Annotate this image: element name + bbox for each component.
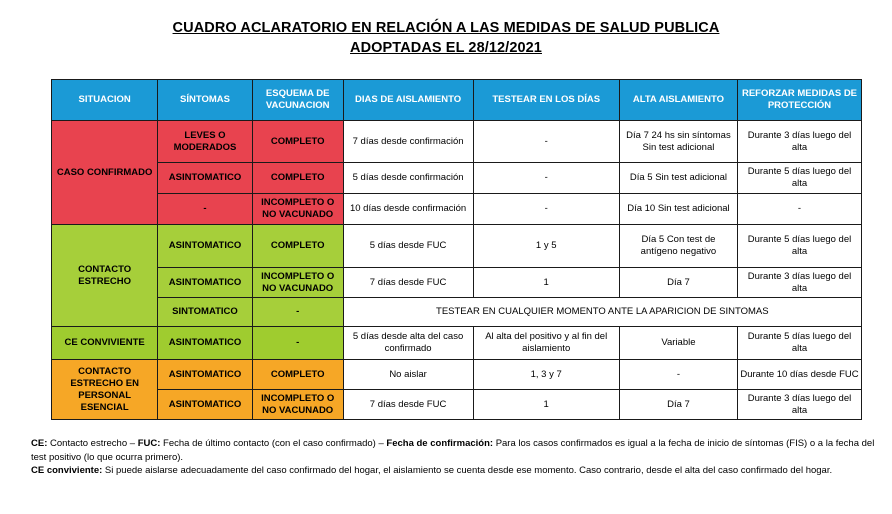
table-row bbox=[52, 163, 862, 194]
cell-reforzar: Durante 5 días luego del alta bbox=[737, 163, 861, 194]
table-row bbox=[52, 327, 862, 360]
cell-testear: 1, 3 y 7 bbox=[473, 360, 619, 390]
group-personal-esencial: CONTACTO ESTRECHO EN PERSONAL ESENCIAL bbox=[52, 360, 158, 420]
cell-esquema: INCOMPLETO O NO VACUNADO bbox=[252, 268, 343, 298]
cell-reforzar: - bbox=[737, 194, 861, 225]
ce-conviviente-label: CE conviviente: bbox=[31, 465, 103, 476]
cell-testear: Al alta del positivo y al fin del aislamiento bbox=[473, 327, 619, 360]
col-header-reforzar: REFORZAR MEDIDAS DE PROTECCIÓN bbox=[737, 80, 861, 121]
cell-sintomas: ASINTOMATICO bbox=[158, 390, 252, 420]
col-header-testear: TESTEAR EN LOS DÍAS bbox=[473, 80, 619, 121]
table-row bbox=[52, 360, 862, 390]
footer-paragraph-2 bbox=[31, 464, 876, 478]
header-row bbox=[52, 80, 862, 121]
cell-alta: Día 7 bbox=[619, 268, 737, 298]
cell-sintomas: ASINTOMATICO bbox=[158, 163, 252, 194]
cell-dias: No aislar bbox=[343, 360, 473, 390]
col-header-esquema: ESQUEMA DE VACUNACION bbox=[252, 80, 343, 121]
ce-label: CE: bbox=[31, 438, 48, 449]
cell-testear: 1 y 5 bbox=[473, 225, 619, 268]
title-line-2: ADOPTADAS EL 28/12/2021 bbox=[350, 40, 542, 56]
cell-alta: Día 10 Sin test adicional bbox=[619, 194, 737, 225]
table-row bbox=[52, 121, 862, 163]
cell-sintomas: ASINTOMATICO bbox=[158, 360, 252, 390]
table-row bbox=[52, 298, 862, 327]
cell-esquema: INCOMPLETO O NO VACUNADO bbox=[252, 194, 343, 225]
table-row bbox=[52, 268, 862, 298]
cell-dias: 5 días desde alta del caso confirmado bbox=[343, 327, 473, 360]
cell-reforzar: Durante 5 días luego del alta bbox=[737, 327, 861, 360]
cell-alta: Día 5 Con test de antígeno negativo bbox=[619, 225, 737, 268]
cell-esquema: INCOMPLETO O NO VACUNADO bbox=[252, 390, 343, 420]
col-header-situacion: SITUACION bbox=[52, 80, 158, 121]
cell-alta: Variable bbox=[619, 327, 737, 360]
table-row bbox=[52, 225, 862, 268]
cell-esquema: - bbox=[252, 327, 343, 360]
cell-alta: Día 7 bbox=[619, 390, 737, 420]
fecha-confirmacion-label: Fecha de confirmación: bbox=[386, 438, 494, 449]
footer-paragraph-1 bbox=[31, 437, 876, 464]
cell-alta: Día 5 Sin test adicional bbox=[619, 163, 737, 194]
cell-esquema: COMPLETO bbox=[252, 163, 343, 194]
fuc-label: FUC: bbox=[137, 438, 161, 449]
group-ce-conviviente: CE CONVIVIENTE bbox=[52, 327, 158, 360]
cell-sintomas: ASINTOMATICO bbox=[158, 268, 252, 298]
cell-testear: 1 bbox=[473, 268, 619, 298]
table-row bbox=[52, 194, 862, 225]
cell-esquema: COMPLETO bbox=[252, 360, 343, 390]
cell-dias: 10 días desde confirmación bbox=[343, 194, 473, 225]
cell-alta: Día 7 24 hs sin síntomas Sin test adicional bbox=[619, 121, 737, 163]
cell-testear: 1 bbox=[473, 390, 619, 420]
cell-esquema: - bbox=[252, 298, 343, 327]
group-caso-confirmado: CASO CONFIRMADO bbox=[52, 121, 158, 225]
cell-sintomas: SINTOMATICO bbox=[158, 298, 252, 327]
col-header-dias: DIAS DE AISLAMIENTO bbox=[343, 80, 473, 121]
cell-esquema: COMPLETO bbox=[252, 121, 343, 163]
cell-sintomas: - bbox=[158, 194, 252, 225]
cell-sintomas: LEVES O MODERADOS bbox=[158, 121, 252, 163]
cell-esquema: COMPLETO bbox=[252, 225, 343, 268]
cell-testear: - bbox=[473, 163, 619, 194]
ce-conviviente-text: Si puede aislarse adecuadamente del caso confirmado del hogar, el aislamiento se cuenta desde ese momento. Caso contrario, desde el alta del caso confirmado del hogar. bbox=[104, 465, 833, 476]
cell-testear: - bbox=[473, 121, 619, 163]
col-header-sintomas: SÍNTOMAS bbox=[158, 80, 252, 121]
footer-notes bbox=[31, 437, 876, 478]
cell-dias: 7 días desde FUC bbox=[343, 390, 473, 420]
cell-reforzar: Durante 3 días luego del alta bbox=[737, 121, 861, 163]
fuc-text: Fecha de último contacto (con el caso confirmado) – bbox=[163, 438, 384, 449]
title-line-1: CUADRO ACLARATORIO EN RELACIÓN A LAS MEDIDAS DE SALUD PUBLICA bbox=[172, 20, 720, 36]
group-contacto-estrecho: CONTACTO ESTRECHO bbox=[52, 225, 158, 327]
cell-sintomas: ASINTOMATICO bbox=[158, 225, 252, 268]
cell-span-note: TESTEAR EN CUALQUIER MOMENTO ANTE LA APARICION DE SINTOMAS bbox=[343, 298, 861, 327]
ce-text: Contacto estrecho – bbox=[50, 438, 136, 449]
cell-testear: - bbox=[473, 194, 619, 225]
cell-dias: 5 días desde confirmación bbox=[343, 163, 473, 194]
cell-alta: - bbox=[619, 360, 737, 390]
cell-dias: 7 días desde confirmación bbox=[343, 121, 473, 163]
col-header-alta: ALTA AISLAMIENTO bbox=[619, 80, 737, 121]
table-row bbox=[52, 390, 862, 420]
cell-reforzar: Durante 3 días luego del alta bbox=[737, 390, 861, 420]
cell-dias: 5 días desde FUC bbox=[343, 225, 473, 268]
cell-reforzar: Durante 10 días desde FUC bbox=[737, 360, 861, 390]
cell-sintomas: ASINTOMATICO bbox=[158, 327, 252, 360]
fecha-confirmacion-text: Para los casos confirmados es igual a la fecha de inicio de síntomas (FIS) o a la fecha del test positivo (lo que ocurra primero). bbox=[31, 438, 875, 463]
cell-dias: 7 días desde FUC bbox=[343, 268, 473, 298]
cell-reforzar: Durante 5 días luego del alta bbox=[737, 225, 861, 268]
measures-table bbox=[51, 79, 862, 420]
cell-reforzar: Durante 3 días luego del alta bbox=[737, 268, 861, 298]
